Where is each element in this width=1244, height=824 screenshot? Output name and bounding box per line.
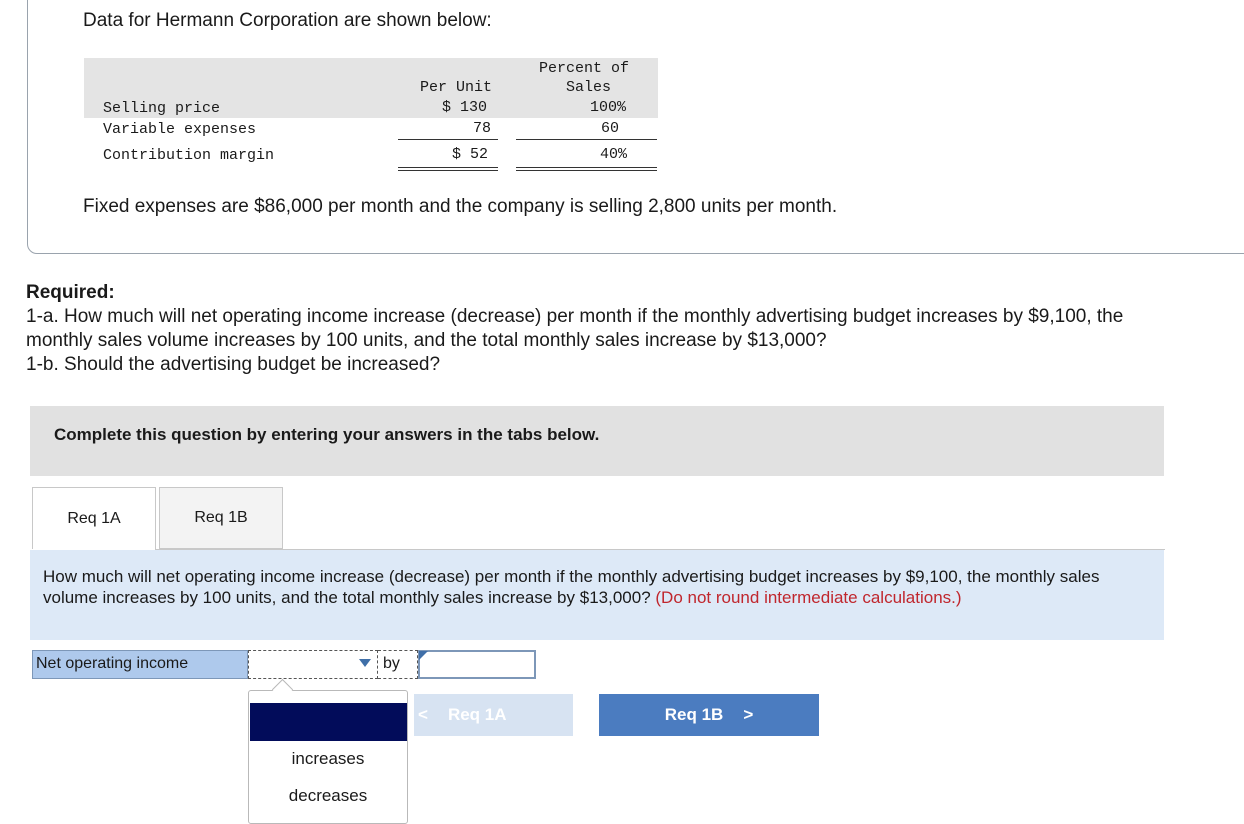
question-text [43, 566, 1143, 608]
input-flag-icon [419, 651, 428, 660]
col-header-percent-2: Sales [566, 79, 612, 96]
row-per-unit: 78 [473, 120, 492, 137]
row-percent: 60 [601, 120, 620, 137]
dropdown-option-increases[interactable]: increases [291, 749, 365, 768]
row-label: Variable expenses [103, 121, 257, 138]
intro-text: Data for Hermann Corporation are shown below: [83, 10, 492, 31]
tab-label: Req 1B [194, 509, 248, 526]
by-label: by [378, 650, 418, 679]
next-label: Req 1B [664, 705, 724, 724]
direction-dropdown[interactable] [248, 650, 378, 679]
dropdown-popup [248, 690, 408, 824]
total-rule [398, 170, 498, 171]
subtotal-rule [516, 139, 657, 140]
net-operating-income-label: Net operating income [32, 650, 248, 679]
row-label: Selling price [103, 100, 221, 117]
required-line: monthly sales volume increases by 100 units, and the total monthly sales increase by $13,000? [26, 330, 827, 351]
instructions-banner [30, 406, 1164, 476]
col-header-percent-1: Percent of [539, 60, 630, 77]
subtotal-rule [398, 139, 498, 140]
amount-input[interactable] [418, 650, 536, 679]
fixed-expenses-text: Fixed expenses are $86,000 per month and the company is selling 2,800 units per month. [83, 196, 838, 217]
total-rule [516, 167, 657, 168]
tab-label: Req 1A [67, 509, 121, 527]
chevron-down-icon [359, 659, 371, 667]
required-line: 1-b. Should the advertising budget be increased? [26, 354, 441, 375]
chevron-right-icon: > [743, 705, 754, 724]
tab-req-1a[interactable] [32, 487, 156, 549]
row-percent: 40% [600, 146, 628, 163]
required-line: 1-a. How much will net operating income increase (decrease) per month if the monthly advertising budget increases by $9,100, the [26, 306, 1124, 327]
dropdown-option-highlighted[interactable] [250, 703, 407, 741]
question-note: (Do not round intermediate calculations.) [655, 588, 962, 607]
tab-req-1b[interactable] [159, 487, 283, 549]
popup-caret-icon [272, 679, 293, 700]
total-rule [398, 167, 498, 168]
row-percent: 100% [590, 99, 627, 116]
row-label: Contribution margin [103, 147, 275, 164]
question-main: How much will net operating income increase (decrease) per month if the monthly advertising budget increases by $9,100, the monthly sales volume increases by 100 units, and the total monthly sales increase by $13,000? [43, 567, 1100, 607]
next-req-1b-button[interactable] [599, 694, 819, 736]
col-header-per-unit: Per Unit [420, 79, 493, 96]
dropdown-option-decreases[interactable]: decreases [288, 786, 368, 805]
required-title: Required: [26, 282, 115, 303]
row-per-unit: $ 130 [442, 99, 488, 116]
question-box [30, 550, 1164, 640]
row-per-unit: $ 52 [452, 146, 489, 163]
prev-label: Req 1A [447, 705, 507, 724]
total-rule [516, 170, 657, 171]
chevron-left-icon: < [418, 705, 428, 724]
prev-req-1a-button[interactable] [414, 694, 573, 736]
banner-text: Complete this question by entering your answers in the tabs below. [54, 425, 600, 444]
